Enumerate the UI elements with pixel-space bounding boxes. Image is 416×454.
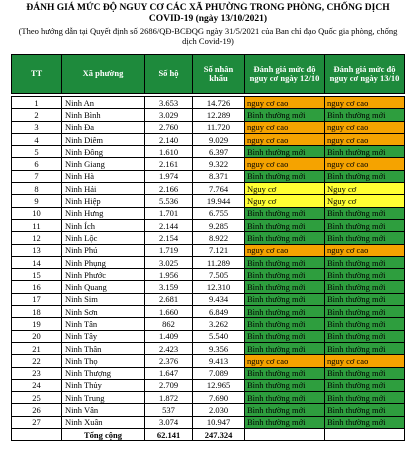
cell-risk-13-10: Bình thường mới [325,379,405,391]
cell-households: 2.144 [145,219,193,231]
header-households: Số hộ [145,55,193,94]
cell-population: 7.121 [193,244,245,256]
cell-tt: 8 [12,183,62,195]
cell-tt: 20 [12,330,62,342]
cell-households: 537 [145,404,193,416]
cell-risk-12-10: Bình thường mới [245,330,325,342]
table-row [12,146,405,158]
header-ward: Xã phường [62,55,145,94]
cell-risk-13-10: Bình thường mới [325,293,405,305]
cell-ward: Ninh Tân [62,318,145,330]
total-empty-2 [325,429,405,441]
cell-ward: Ninh Diêm [62,133,145,145]
table-row [12,109,405,121]
cell-ward: Ninh Trung [62,392,145,404]
cell-ward: Ninh Lộc [62,232,145,244]
cell-households: 5.536 [145,195,193,207]
cell-population: 9.029 [193,133,245,145]
cell-population: 8.922 [193,232,245,244]
table-row [12,281,405,293]
cell-risk-13-10: Bình thường mới [325,281,405,293]
header-risk-13-10: Đánh giá mức độ nguy cơ ngày 13/10 [325,55,405,94]
cell-ward: Ninh Hà [62,170,145,182]
cell-tt: 10 [12,207,62,219]
table-row [12,97,405,109]
cell-tt: 17 [12,293,62,305]
table-row [12,195,405,207]
table-row [12,183,405,195]
title-line-2: COVID-19 (ngày 13/10/2021) [148,14,268,24]
cell-households: 3.029 [145,109,193,121]
cell-risk-13-10: nguy cơ cao [325,244,405,256]
cell-ward: Ninh Hưng [62,207,145,219]
cell-tt: 4 [12,133,62,145]
cell-population: 8.371 [193,170,245,182]
cell-ward: Ninh Thủy [62,379,145,391]
cell-households: 1.719 [145,244,193,256]
cell-households: 3.025 [145,256,193,268]
cell-risk-13-10: Bình thường mới [325,342,405,354]
table-row [12,392,405,404]
cell-tt: 11 [12,219,62,231]
cell-households: 3.653 [145,97,193,109]
cell-risk-13-10: Bình thường mới [325,367,405,379]
cell-tt: 26 [12,404,62,416]
cell-households: 1.956 [145,269,193,281]
cell-households: 3.074 [145,416,193,428]
cell-risk-12-10: nguy cơ cao [245,355,325,367]
cell-risk-12-10: Bình thường mới [245,146,325,158]
cell-population: 2.030 [193,404,245,416]
cell-households: 2.681 [145,293,193,305]
table-row [12,355,405,367]
cell-risk-13-10: Nguy cơ [325,195,405,207]
cell-population: 11.720 [193,121,245,133]
cell-risk-12-10: Bình thường mới [245,293,325,305]
cell-tt: 23 [12,367,62,379]
table-row [12,207,405,219]
total-tt [12,429,62,441]
cell-tt: 6 [12,158,62,170]
cell-households: 1.701 [145,207,193,219]
cell-households: 1.660 [145,306,193,318]
table-row [12,121,405,133]
cell-ward: Ninh Thân [62,342,145,354]
cell-risk-12-10: Nguy cơ [245,183,325,195]
cell-households: 1.610 [145,146,193,158]
cell-population: 11.289 [193,256,245,268]
cell-risk-13-10: Bình thường mới [325,207,405,219]
cell-tt: 22 [12,355,62,367]
cell-tt: 2 [12,109,62,121]
cell-population: 7.089 [193,367,245,379]
cell-population: 19.944 [193,195,245,207]
table-row [12,219,405,231]
cell-ward: Ninh Vân [62,404,145,416]
table-row [12,158,405,170]
cell-ward: Ninh Sim [62,293,145,305]
table-row [12,170,405,182]
cell-population: 7.764 [193,183,245,195]
cell-households: 1.974 [145,170,193,182]
cell-risk-12-10: nguy cơ cao [245,97,325,109]
cell-risk-12-10: Bình thường mới [245,256,325,268]
cell-ward: Ninh Hiệp [62,195,145,207]
cell-households: 2.161 [145,158,193,170]
cell-risk-12-10: nguy cơ cao [245,133,325,145]
cell-risk-13-10: Bình thường mới [325,330,405,342]
cell-population: 6.755 [193,207,245,219]
cell-ward: Ninh Thọ [62,355,145,367]
cell-population: 3.262 [193,318,245,330]
cell-ward: Ninh Bình [62,109,145,121]
cell-population: 7.690 [193,392,245,404]
cell-tt: 15 [12,269,62,281]
table-row [12,293,405,305]
table-row [12,232,405,244]
cell-tt: 13 [12,244,62,256]
cell-tt: 3 [12,121,62,133]
cell-population: 7.505 [193,269,245,281]
total-population: 247.324 [193,429,245,441]
cell-ward: Ninh Giang [62,158,145,170]
cell-ward: Ninh Tây [62,330,145,342]
cell-population: 9.356 [193,342,245,354]
cell-households: 2.760 [145,121,193,133]
cell-ward: Ninh Quang [62,281,145,293]
cell-risk-12-10: Bình thường mới [245,392,325,404]
cell-ward: Ninh Sơn [62,306,145,318]
cell-risk-13-10: Bình thường mới [325,109,405,121]
cell-risk-13-10: Bình thường mới [325,416,405,428]
cell-households: 862 [145,318,193,330]
cell-risk-13-10: nguy cơ cao [325,121,405,133]
total-empty-1 [245,429,325,441]
cell-tt: 27 [12,416,62,428]
table-row [12,269,405,281]
cell-risk-12-10: nguy cơ cao [245,158,325,170]
cell-tt: 12 [12,232,62,244]
cell-risk-12-10: Bình thường mới [245,109,325,121]
cell-ward: Ninh Phú [62,244,145,256]
cell-risk-13-10: Bình thường mới [325,146,405,158]
cell-risk-12-10: nguy cơ cao [245,244,325,256]
cell-population: 6.849 [193,306,245,318]
cell-households: 3.159 [145,281,193,293]
cell-households: 1.409 [145,330,193,342]
cell-ward: Ninh An [62,97,145,109]
cell-risk-12-10: Nguy cơ [245,195,325,207]
table-row [12,342,405,354]
cell-households: 2.154 [145,232,193,244]
cell-risk-12-10: Bình thường mới [245,281,325,293]
table-row [12,133,405,145]
cell-risk-12-10: Bình thường mới [245,404,325,416]
cell-risk-12-10: Bình thường mới [245,232,325,244]
cell-risk-13-10: nguy cơ cao [325,97,405,109]
total-households: 62.141 [145,429,193,441]
cell-ward: Ninh Đa [62,121,145,133]
cell-tt: 14 [12,256,62,268]
cell-population: 12.310 [193,281,245,293]
cell-risk-12-10: Bình thường mới [245,416,325,428]
cell-risk-12-10: Bình thường mới [245,170,325,182]
cell-risk-13-10: Bình thường mới [325,256,405,268]
cell-ward: Ninh Đông [62,146,145,158]
cell-households: 1.872 [145,392,193,404]
cell-risk-13-10: Bình thường mới [325,232,405,244]
table-row [12,404,405,416]
cell-population: 9.285 [193,219,245,231]
cell-tt: 7 [12,170,62,182]
cell-risk-13-10: Bình thường mới [325,219,405,231]
cell-tt: 25 [12,392,62,404]
header-tt: TT [12,55,62,94]
cell-households: 2.376 [145,355,193,367]
cell-households: 2.166 [145,183,193,195]
title-line-1: ĐÁNH GIÁ MỨC ĐỘ NGUY CƠ CÁC XÃ PHƯỜNG TRONG PHÒNG, CHỐNG DỊCH [26,3,390,13]
total-row [12,429,405,441]
cell-households: 1.647 [145,367,193,379]
cell-risk-12-10: Bình thường mới [245,318,325,330]
cell-ward: Ninh Phụng [62,256,145,268]
table-row [12,379,405,391]
cell-tt: 21 [12,342,62,354]
document [0,0,416,46]
cell-risk-12-10: Bình thường mới [245,379,325,391]
cell-population: 5.540 [193,330,245,342]
document-title [0,3,416,25]
cell-population: 9.322 [193,158,245,170]
cell-tt: 19 [12,318,62,330]
cell-risk-12-10: nguy cơ cao [245,121,325,133]
cell-tt: 18 [12,306,62,318]
cell-households: 2.423 [145,342,193,354]
cell-population: 12.965 [193,379,245,391]
cell-risk-13-10: Bình thường mới [325,404,405,416]
cell-ward: Ninh Thượng [62,367,145,379]
cell-households: 2.709 [145,379,193,391]
cell-risk-13-10: Bình thường mới [325,392,405,404]
cell-risk-13-10: Bình thường mới [325,269,405,281]
cell-risk-13-10: Bình thường mới [325,170,405,182]
cell-risk-12-10: Bình thường mới [245,269,325,281]
cell-risk-13-10: nguy cơ cao [325,158,405,170]
risk-assessment-table [11,54,405,441]
cell-ward: Ninh Hải [62,183,145,195]
cell-ward: Ninh Xuân [62,416,145,428]
table-row [12,256,405,268]
cell-risk-13-10: nguy cơ cao [325,133,405,145]
table-row [12,367,405,379]
cell-risk-12-10: Bình thường mới [245,367,325,379]
cell-ward: Ninh Ích [62,219,145,231]
table-body [12,97,405,429]
cell-risk-12-10: Bình thường mới [245,342,325,354]
cell-population: 14.726 [193,97,245,109]
cell-population: 6.397 [193,146,245,158]
cell-ward: Ninh Phước [62,269,145,281]
cell-risk-12-10: Bình thường mới [245,207,325,219]
table-row [12,244,405,256]
table-row [12,306,405,318]
total-label: Tổng cộng [62,429,145,441]
header-risk-12-10: Đánh giá mức độ nguy cơ ngày 12/10 [245,55,325,94]
cell-population: 9.434 [193,293,245,305]
table-row [12,318,405,330]
header-population: Số nhân khẩu [193,55,245,94]
cell-households: 2.140 [145,133,193,145]
cell-population: 12.289 [193,109,245,121]
cell-population: 10.947 [193,416,245,428]
cell-tt: 16 [12,281,62,293]
header-row [12,55,405,94]
cell-risk-12-10: Bình thường mới [245,306,325,318]
cell-population: 9.413 [193,355,245,367]
cell-tt: 5 [12,146,62,158]
cell-risk-13-10: Bình thường mới [325,318,405,330]
cell-tt: 1 [12,97,62,109]
cell-risk-13-10: nguy cơ cao [325,355,405,367]
document-subtitle: (Theo hướng dẫn tại Quyết định số 2686/QĐ-BCĐQG ngày 31/5/2021 của Ban chỉ đạo Quốc gia phòng, chống dịch Covid-19) [18,26,398,46]
cell-risk-12-10: Bình thường mới [245,219,325,231]
cell-risk-13-10: Bình thường mới [325,306,405,318]
cell-risk-13-10: Nguy cơ [325,183,405,195]
table-row [12,416,405,428]
table-row [12,330,405,342]
cell-tt: 9 [12,195,62,207]
cell-tt: 24 [12,379,62,391]
